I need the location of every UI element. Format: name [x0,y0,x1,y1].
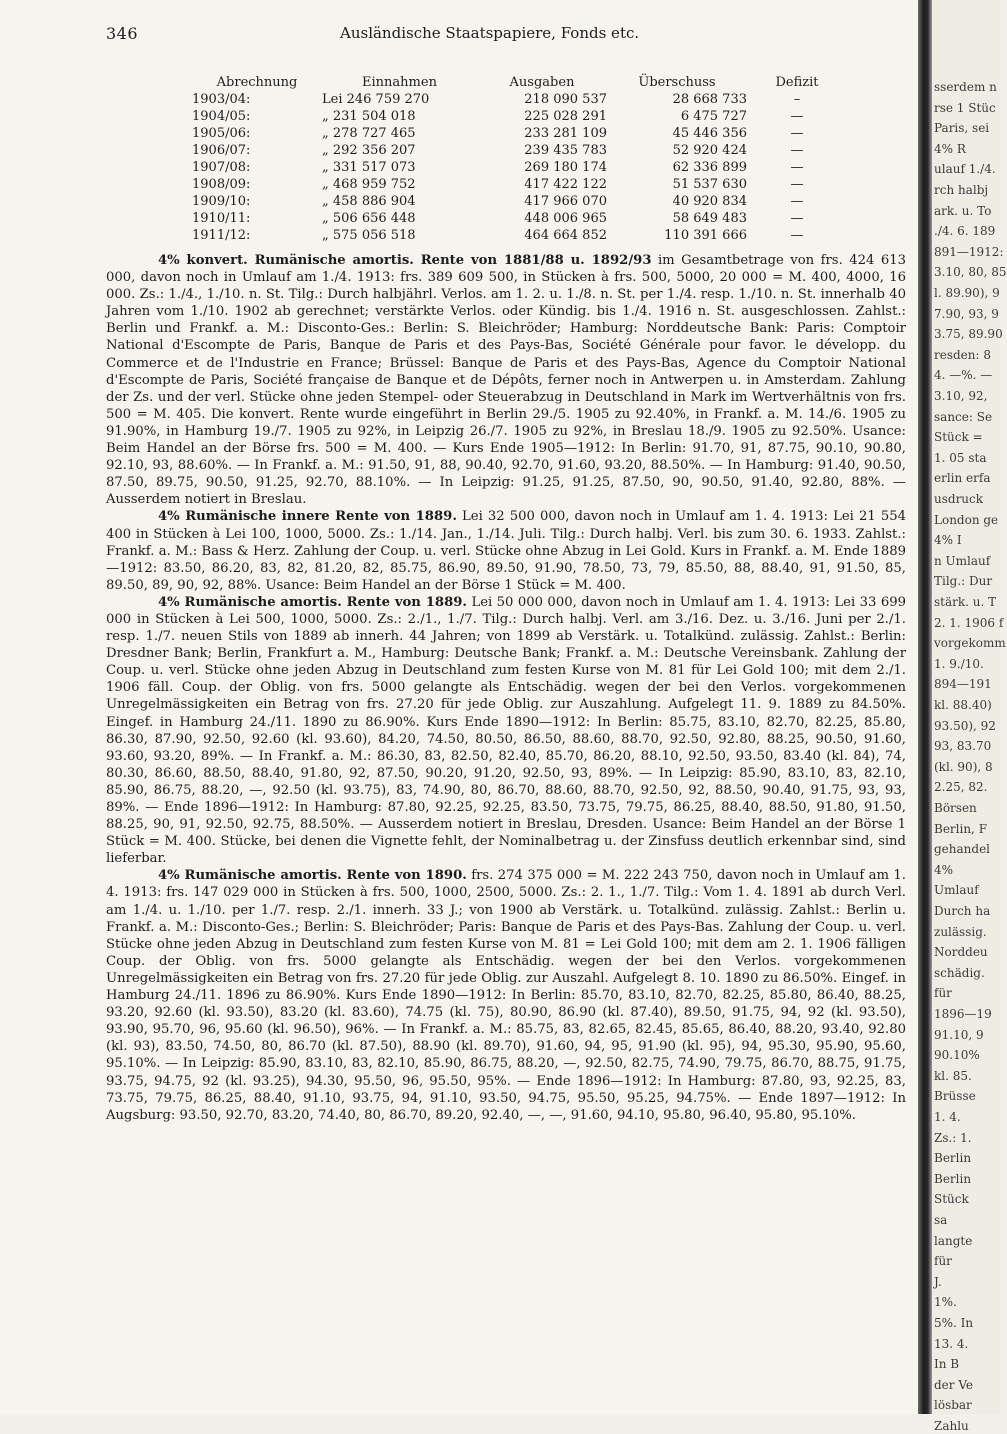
adjacent-page-fragment: Zahlu [934,1419,969,1433]
table-row [150,91,847,108]
section-amortis-rente-1890 [106,867,906,1123]
adjacent-page-fragment: Umlauf [934,883,979,898]
adjacent-page-fragment: Stück [934,1192,969,1207]
adjacent-page-fragment: rse 1 Stüc [934,100,996,115]
adjacent-page-fragment: 91.10, 9 [934,1027,984,1042]
adjacent-page-fragment: sance: Se [934,409,993,424]
adjacent-page-fragment: 1. 9./10. [934,656,984,671]
adjacent-page-fragment: Norddeu [934,945,988,960]
table-row [150,227,847,244]
table-cell-year: 1905/06: [192,126,251,141]
adjacent-page-fragment: ulauf 1./4. [934,162,996,177]
table-cell-ueb: 58 649 483 [672,211,747,226]
col-header-defizit: Defizit [775,75,819,90]
article-body [106,252,906,1124]
adjacent-page-fragment: rch halbj [934,183,989,197]
section-heading: 4% Rumänische innere Rente von 1889. [158,509,457,525]
table-cell-ueb: 28 668 733 [672,92,747,107]
table-row [150,142,847,159]
adjacent-page-fragment: kl. 85. [934,1068,972,1083]
table-cell-year: 1904/05: [192,109,251,124]
table-cell-def: — [790,126,804,141]
table-row [150,176,847,193]
adjacent-page-fragment: ark. u. To [934,203,992,218]
table-body [150,91,847,244]
adjacent-page-fragment: Stück = [934,430,983,445]
adjacent-page-fragment: J. [934,1274,942,1289]
table-row [150,125,847,142]
table-cell-inc: „ 506 656 448 [322,211,416,226]
table-cell-year: 1906/07: [192,143,251,158]
section-text: frs. 274 375 000 = M. 222 243 750, davon noch in Umlauf am 1. 4. 1913: frs. 147 029 000 in Stücken à frs. 500, 1000, 2500, 5000. Zs.: 2. 1., 1./7. Tilg.: Vom 1. 4. 1891 ab durch Verl. am 1./4. u. 1./10. per 1./7. resp. 2./1. innerh. 33 J.; von 1900 ab Verstärk. u. Totalkünd. zulässig. Zahlst.: Berlin u. Frankf. a. M.: Disconto-Ges.; Berlin: S. Bleichröder; Paris: Banque de Paris et des Pays-Bas. Zahlung der Coup. u. verl. Stücke ohne jeden Abzug in Deutschland zum festen Kurse von M. 81 = Lei Gold 100; mit dem am 2. 1. 1906 fälligen Coup. der Oblig. von frs. 5000 gelangte als Entschädig. wegen der bei den Verlos. vorgekommenen Unregelmässigkeiten ein Betrag von frs. 27.20 für jede Oblig. zur Auszahl. Aufgelegt 8. 10. 1890 zu 86.50%. Eingef. in Hamburg 24./11. 1896 zu 86.90%. Kurs Ende 1890—1912: In Berlin: 85.70, 83.10, 82.70, 82.25, 85.80, 86.40, 88.25, 93.20, 92.60 (kl. 93.50), 83.20 (kl. 83.60), 74.75 (kl. 75), 80.90, 86.90 (kl. 87.40), 89.50, 91.75, 94, 92 (kl. 93.50), 93.90, 95.70, 96, 95.60 (kl. 96.50), 96%. — In Frankf. a. M.: 85.75, 83, 82.65, 82.45, 85.65, 86.40, 88.20, 93.40, 92.80 (kl. 93), 83.50, 74.50, 80, 86.70 (kl. 87.50), 88.90 (kl. 89.70), 91.60, 94, 95, 91.90 (kl. 95), 94, 95.30, 95.90, 95.60, 95.10%. — In Leipzig: 85.90, 83.10, 83, 82.10, 85.90, 86.75, 88.20, —, 92.50, 82.75, 74.90, 79.75, 86.70, 88.75, 91.75, 93.75, 94.75, 92 (kl. 93.25), 94.30, 95.50, 96, 95.50, 95%. — Ende 1896—1912: In Hamburg: 87.80, 93, 92.25, 83, 73.75, 79.75, 86.25, 88.40, 91.10, 93.75, 94, 91.10, 93.50, 94.75, 95.50, 95.25, 94.75%. — Ende 1897—1912: In Augsburg: 93.50, 92.70, 83.20, 74.40, 80, 86.70, 89.20, 92.40, —, —, 91.60, 94.10, 95.80, 96.40, 95.80, 95.10%. [106,868,907,1123]
table-cell-ueb: 51 537 630 [672,177,747,192]
col-header-einnahmen: Einnahmen [362,75,437,90]
section-rente-1881 [106,252,906,508]
adjacent-page-fragment: n Umlauf [934,553,991,568]
adjacent-page-edge [932,0,1007,1433]
table-cell-ueb: 6 475 727 [680,109,747,124]
table-cell-inc: Lei 246 759 270 [322,92,430,107]
adjacent-page-fragment: 891—1912: [934,244,1004,259]
adjacent-page-fragment: lösbar [934,1398,972,1413]
table-cell-inc: „ 231 504 018 [322,109,416,124]
table-cell-out: 464 664 852 [524,228,607,243]
adjacent-page-fragment: 2. 1. 1906 f [934,615,1004,630]
table-cell-year: 1910/11: [192,211,251,226]
adjacent-page-fragment: 93, 83.70 [934,739,992,754]
table-cell-out: 417 422 122 [524,177,607,192]
table-cell-def: — [790,109,804,124]
table-cell-def: — [790,143,804,158]
table-cell-year: 1903/04: [192,92,251,107]
adjacent-page-fragment: der Ve [934,1377,973,1392]
table-cell-year: 1908/09: [192,177,251,192]
adjacent-page-fragment: Brüsse [934,1089,976,1104]
adjacent-page-fragment: 894—191 [934,677,992,692]
adjacent-page-fragment: 5%. In [934,1316,974,1330]
table-row [150,108,847,125]
table-header-row [150,74,847,91]
adjacent-page-fragment: stärk. u. T [934,595,997,609]
budget-table [150,74,847,244]
adjacent-page-fragment: 1896—19 [934,1007,992,1021]
adjacent-page-fragment: kl. 88.40) [934,698,992,712]
adjacent-page-fragment: (kl. 90), 8 [934,759,993,774]
table-cell-year: 1907/08: [192,160,251,175]
table-cell-ueb: 52 920 424 [672,143,747,158]
adjacent-page-fragment: 1. 05 sta [934,450,987,465]
table-cell-def: — [790,228,804,243]
adjacent-page-fragment: Börsen [934,801,977,815]
table-cell-ueb: 40 920 834 [672,194,747,209]
table-cell-out: 417 966 070 [524,194,607,209]
adjacent-page-fragment: Zs.: 1. [934,1130,972,1145]
table-cell-year: 1911/12: [192,228,251,243]
page-number: 346 [106,24,139,43]
section-text: Lei 32 500 000, davon noch in Umlauf am 1. 4. 1913: Lei 21 554 400 in Stücken à Lei 100, 1000, 5000. Zs.: 1./14. Jan., 1./14. Juli. Tilg.: Durch halbj. Verl. bis zum 30. 6. 1933. Zahlst.: Frankf. a. M.: Bass & Herz. Zahlung der Coup. u. verl. Stücke ohne Abzug in Lei Gold. Kurs in Frankf. a. M. Ende 1889—1912: 83.50, 86.20, 83, 82, 81.20, 82, 85.75, 86.90, 89.50, 91.90, 78.50, 73, 79, 85.50, 88, 88.40, 91, 91.50, 85, 89.50, 89, 90, 92, 88%. Usance: Beim Handel an der Börse 1 Stück = M. 400. [106,509,906,593]
section-innere-rente-1889 [106,508,906,593]
table-cell-out: 225 028 291 [524,109,607,124]
adjacent-page-fragment: 3.10, 92, [934,389,988,403]
adjacent-page-fragment: Durch ha [934,904,991,918]
adjacent-page-fragment: Tilg.: Dur [934,574,993,589]
running-title: Ausländische Staatspapiere, Fonds etc. [340,24,640,42]
adjacent-page-fragment: 7.90, 93, 9 [934,306,999,321]
adjacent-page-fragment: usdruck [934,492,984,506]
adjacent-page-fragment: 2.25, 82. [934,780,988,795]
table-cell-out: 233 281 109 [524,126,607,141]
table-cell-out: 269 180 174 [524,160,607,175]
adjacent-page-fragment: London ge [934,512,999,527]
table-cell-def: — [790,177,804,192]
table-cell-inc: „ 458 886 904 [322,194,416,209]
col-header-ueberschuss: Überschuss [638,75,716,90]
table-cell-out: 218 090 537 [524,92,607,107]
table-cell-inc: „ 292 356 207 [322,143,416,158]
table-cell-ueb: 110 391 666 [664,228,747,243]
section-text: im Gesamtbetrage von frs. 424 613 000, davon noch in Umlauf am 1./4. 1913: frs. 389 609 500, in Stücken à frs. 500, 5000, 20 000 = M. 400, 4000, 16 000. Zs.: 1./4., 1./10. n. St. Tilg.: Durch halbjährl. Verlos. am 1. 2. u. 1./8. n. St. per 1./4. resp. 1./10. n. St. innerhalb 40 Jahren vom 1./10. 1902 ab gerechnet; verstärkte Verlos. oder Kündig. bis 1./4. 1916 n. St. ausgeschlossen. Zahlst.: Berlin und Frankf. a. M.: Disconto-Ges.: Berlin: S. Bleichröder; Hamburg: Norddeutsche Bank: Paris: Comptoir National d'Escompte de Paris, Banque de Paris et des Pays-Bas, Société Générale pour favor. le développ. du Commerce et de l'Industrie en France; Brüssel: Banque de Paris et des Pays-Bas, Agence du Comptoir National d'Escompte de Paris, Société française de Banque et de Dépôts, ferner noch in Antwerpen u. in Amsterdam. Zahlung der Zs. und der verl. Stücke ohne jeden Stempel- oder Steuerabzug in Deutschland in Mark im Wertverhältnis von frs. 500 = M. 405. Die konvert. Rente wurde eingeführt in Berlin 29./5. 1905 zu 92.40%, in Frankf. a. M. 14./6. 1905 zu 91.90%, in Hamburg 19./7. 1905 zu 92%, in Leipzig 26./7. 1905 zu 92%, in Breslau 18./9. 1905 zu 92.50%. Usance: Beim Handel an der Börse frs. 500 = M. 400. — Kurs Ende 1905—1912: In Berlin: 91.70, 91, 87.75, 90.10, 90.80, 92.10, 93, 88.60%. — In Frankf. a. M.: 91.50, 91, 88, 90.40, 92.70, 91.60, 93.20, 88.50%. — In Hamburg: 91.40, 90.50, 87.50, 89.75, 90.50, 91.25, 92.70, 88.10%. — In Leipzig: 91.25, 91.25, 87.50, 90, 90.50, 91.40, 92.80, 88%. — Ausserdem notiert in Breslau. [106,253,906,508]
section-heading: 4% Rumänische amortis. Rente von 1890. [158,868,467,884]
adjacent-page-fragment: 93.50), 92 [934,718,996,733]
section-heading: 4% Rumänische amortis. Rente von 1889. [158,594,468,610]
adjacent-page-fragment: gehandel [934,842,991,857]
table-cell-out: 448 006 965 [524,211,607,226]
adjacent-page-fragment: Berlin [934,1151,972,1166]
table-row [150,159,847,176]
adjacent-page-fragment: 3.10, 80, 85 [934,265,1007,280]
table-cell-def: – [793,92,801,107]
adjacent-page-fragment: 3.75, 89.90 [934,327,1003,342]
table-cell-inc: „ 575 056 518 [322,228,416,243]
section-amortis-rente-1889 [106,594,906,868]
adjacent-page-fragment: 4% I [934,533,962,548]
table-cell-inc: „ 278 727 465 [322,126,416,141]
adjacent-page-fragment: resden: 8 [934,347,991,362]
adjacent-page-fragment: 4% [934,862,954,877]
section-text: Lei 50 000 000, davon noch in Umlauf am 1. 4. 1913: Lei 33 699 000 in Stücken à Lei 500, 1000, 5000. Zs.: 2./1., 1./7. Tilg.: Durch halbj. Verl. am 3./16. Dez. u. 3./16. Juni per 2./1. resp. 1./7. neuen Stils von 1889 ab innerh. 44 Jahren; von 1899 ab Verstärk. u. Totalkünd. zulässig. Zahlst.: Berlin: Dresdner Bank; Berlin, Frankfurt a. M., Hamburg: Deutsche Bank; Frankf. a. M.: Deutsche Vereinsbank. Zahlung der Coup. u. verl. Stücke ohne jeden Abzug in Deutschland zum festen Kurse von M. 81 für Lei Gold 100; mit dem 2./1. 1906 fäll. Coup. der Oblig. von frs. 5000 gelangte als Entschädig. wegen der bei den Verlos. vorgekommenen Unregelmässigkeiten ein Betrag von frs. 27.20 für jede Oblig. zur Auszahlung. Aufgelegt 11. 9. 1889 zu 84.50%. Eingef. in Hamburg 24./11. 1890 zu 86.90%. Kurs Ende 1890—1912: In Berlin: 85.75, 83.10, 82.70, 82.25, 85.80, 86.30, 87.90, 92.50, 92.60 (kl. 93.60), 84.20, 74.50, 80.50, 86.50, 88.60, 88.70, 92.50, 92.80, 88.25, 90.50, 91.60, 93.60, 93.20, 89%. — In Frankf. a. M.: 86.30, 83, 82.50, 82.40, 85.70, 86.20, 88.10, 92.50, 93.50, 83.40 (kl. 84), 74, 80.30, 86.60, 88.50, 88.40, 91.80, 92, 87.50, 90.20, 91.20, 92.50, 93, 89%. — In Leipzig: 85.90, 83.10, 83, 82.10, 85.90, 86.75, 88.20, —, 92.50 (kl. 93.75), 83, 74.90, 80, 86.70, 88.60, 88.70, 92.50, 92, 88.50, 90.40, 91.75, 93, 93, 89%. — Ende 1896—1912: In Hamburg: 87.80, 92.25, 92.25, 83.50, 73.75, 79.75, 86.25, 88.40, 88.50, 91.80, 91.50, 88.25, 90, 91, 92.50, 92.75, 88.50%. — Ausserdem notiert in Breslau, Dresden. Usance: Beim Handel an der Börse 1 Stück = M. 400. Stücke, bei denen die Vignette fehlt, der Nominalbetrag u. der Zinsfuss deutlich erkennbar sind, sind lieferbar. [106,594,906,867]
adjacent-page-fragment: erlin erfa [934,471,991,486]
table-cell-inc: „ 468 959 752 [322,177,416,192]
adjacent-page-fragment: 1. 4. [934,1110,961,1124]
adjacent-page-fragment: 90.10% [934,1048,980,1063]
section-heading: 4% konvert. Rumänische amortis. Rente von 1881/88 u. 1892/93 [158,253,652,268]
book-gutter [918,0,932,1414]
adjacent-page-fragment: ./4. 6. 189 [934,224,996,239]
adjacent-page-fragment: vorgekomm [934,636,1006,651]
col-header-ausgaben: Ausgaben [509,75,575,90]
adjacent-page-fragment: für [934,1254,952,1269]
table-row [150,193,847,210]
col-header-abrechnung: Abrechnung [216,75,298,90]
adjacent-page-fragment: Berlin, F [934,821,988,836]
table-cell-def: — [790,160,804,175]
adjacent-page-fragment: 4. —%. — [934,368,993,383]
adjacent-page-fragment: zulässig. [934,924,987,939]
adjacent-page-fragment: 1%. [934,1295,957,1310]
adjacent-page-fragment: langte [934,1233,973,1248]
adjacent-page-fragment: 13. 4. [934,1336,969,1351]
adjacent-page-fragment: sserdem n [934,80,997,94]
table-cell-ueb: 45 446 356 [672,126,747,141]
table-cell-def: — [790,194,804,209]
table-cell-out: 239 435 783 [524,143,607,158]
adjacent-page-fragment: l. 89.90), 9 [934,286,1000,300]
table-cell-inc: „ 331 517 073 [322,160,416,175]
adjacent-page-fragment: für [934,986,952,1001]
adjacent-page-fragment: 4% R [934,141,966,156]
table-row [150,210,847,227]
adjacent-page-fragment: schädig. [934,965,985,980]
table-cell-year: 1909/10: [192,194,251,209]
table-cell-ueb: 62 336 899 [672,160,747,175]
adjacent-page-fragment: In B [934,1357,960,1372]
table-cell-def: — [790,211,804,226]
adjacent-page-fragment: Berlin [934,1171,972,1186]
adjacent-page-fragment: Paris, sei [934,121,990,136]
adjacent-page-fragment: sa [934,1213,948,1227]
